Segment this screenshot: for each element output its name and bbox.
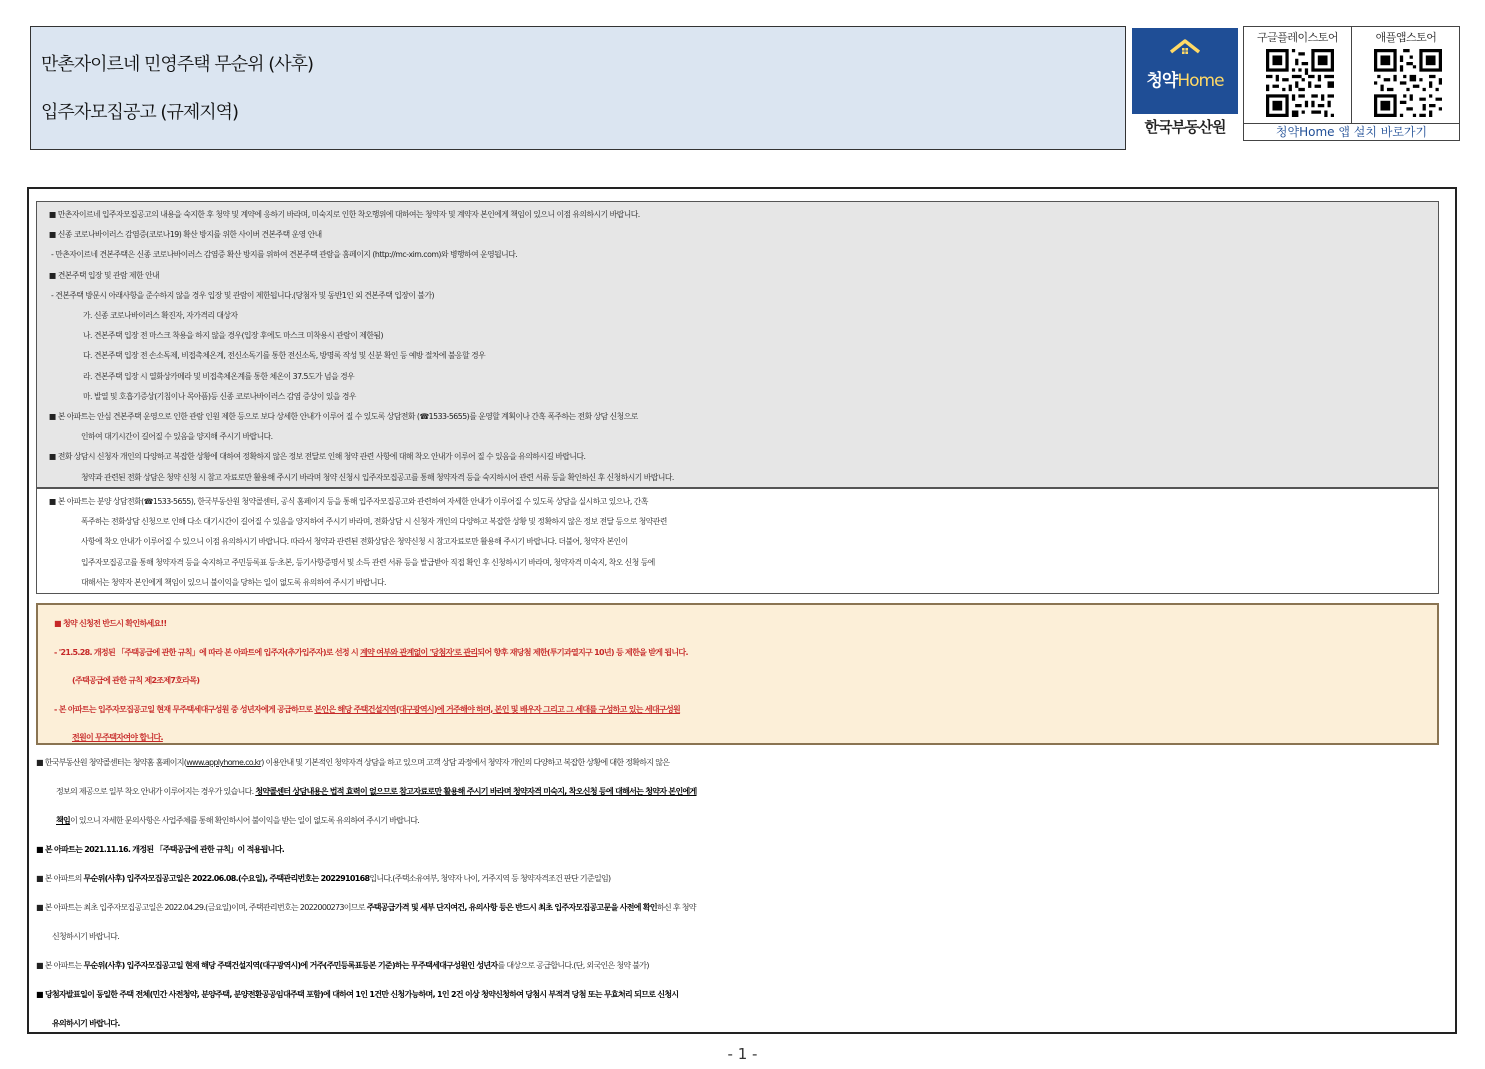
qr-code-panel	[1243, 26, 1460, 141]
qr-code-icon	[1374, 49, 1442, 117]
notice-line: 입주자모집공고를 통해 청약자격 등을 숙지하고 주민등록표 등·초본, 등기사항증명서 및 소득 관련 서류 등을 발급받아 직접 확인 후 신청하시기 바라며, 청약자격 미숙지, 착오 신청 등에	[81, 557, 655, 567]
logo-brand-prefix: 청약	[1146, 71, 1178, 91]
notice-line: - 견본주택 방문시 아래사항을 준수하지 않을 경우 입장 및 관람이 제한됩니다.(당첨자 및 동반1인 외 견본주택 입장이 불가)	[51, 290, 435, 300]
qr-code-icon	[1266, 49, 1334, 117]
app-install-link[interactable]: 청약Home 앱 설치 바로가기	[1244, 123, 1459, 141]
warning-text: - '21.5.28. 개정된 「주택공급에 관한 규칙」에 따라 본 아파트에 입주자(추가입주자)로 선정 시	[54, 647, 361, 657]
general-notice-section	[36, 748, 1450, 1038]
warning-box	[36, 603, 1439, 745]
notice-bold-text: 청약콜센터 상담내용은 법적 효력이 없으므로 참고자료로만 활용해 주시기 바라며 청약자격 미숙지, 착오신청 등에 대해서는 청약자 본인에게	[255, 787, 697, 796]
warning-underlined-text: 본인은 해당 주택건설지역(대구광역시)에 거주해야 하며, 본인 및 배우자 그리고 그 세대를 구성하고 있는 세대구성원	[314, 704, 681, 714]
notice-line: ■ 본 아파트는 안심 견본주택 운영으로 인한 관람 인원 제한 등으로 보다 상세한 안내가 이루어 질 수 있도록 상담전화 (☎1533-5655)를 운영할 계획이나 간혹 폭주하는 전화 상담 신청으로	[49, 412, 638, 422]
title-box	[30, 26, 1126, 150]
warning-line	[54, 696, 1437, 725]
page-title-line-1: 만촌자이르네 민영주택 무순위 (사후)	[41, 54, 314, 75]
google-play-label: 구글플레이스토어	[1256, 31, 1338, 44]
google-play-qr[interactable]	[1244, 27, 1352, 123]
notice-line: 폭주하는 전화상담 신청으로 인해 다소 대기시간이 길어질 수 있음을 양지하여 주시기 바라며, 전화상담 시 신청자 개인의 다양하고 복잡한 상황 및 정확하지 않은 정보 전달 등으로 청약관련	[81, 517, 667, 527]
notice-line: ■ 신종 코로나바이러스 감염증(코로나19) 확산 방지를 위한 사이버 견본주택 운영 안내	[49, 230, 322, 240]
organization-name: 한국부동산원	[1144, 118, 1226, 136]
app-store-label: 애플앱스토어	[1375, 31, 1437, 44]
notice-line: 대해서는 청약자 본인에게 책임이 있으니 불이익을 당하는 일이 없도록 유의하여 주시기 바랍니다.	[81, 577, 387, 587]
page-title-line-2: 입주자모집공고 (규제지역)	[41, 102, 239, 123]
logo-brand-suffix: Home	[1177, 71, 1224, 91]
warning-text: 되어 향후 재당첨 제한(투기과열지구 10년) 등 제한을 받게 됩니다.	[477, 647, 688, 657]
warning-line	[54, 639, 1437, 668]
notice-line: ■ 견본주택 입장 및 관람 제한 안내	[49, 270, 160, 280]
phone-consult-notice-box	[36, 488, 1439, 594]
warning-underlined-text: 계약 여부와 관계없이 '당첨자'로 관리	[360, 647, 478, 657]
notice-text: 이 있으니 자세한 문의사항은 사업주체를 통해 확인하시어 불이익을 받는 일이 없도록 유의하여 주시기 바랍니다.	[70, 816, 420, 825]
notice-line: 다. 견본주택 입장 전 손소독제, 비접촉체온계, 전신소독기를 통한 전신소독, 방명록 작성 및 신분 확인 등 예방 절차에 불응할 경우	[83, 351, 486, 361]
notice-text: 하신 후 청약	[656, 903, 696, 912]
notice-line: 신청하시기 바랍니다.	[52, 932, 119, 941]
warning-heading: ■ 청약 신청전 반드시 확인하세요!!	[54, 619, 167, 628]
notice-text: 정보의 제공으로 일부 착오 안내가 이루어지는 경우가 있습니다.	[56, 787, 256, 796]
notice-line: 라. 견본주택 입장 시 열화상카메라 및 비접촉체온계를 통한 체온이 37.5도가 넘을 경우	[83, 371, 355, 381]
applyhome-logo[interactable]	[1132, 28, 1238, 114]
notice-line	[36, 748, 1450, 777]
notice-line: ■ 본 아파트는 분양 상담전화(☎1533-5655), 한국부동산원 청약콜센터, 공식 홈페이지 등을 통해 입주자모집공고와 관련하여 자세한 안내가 이루어질 수 있도록 상담을 실시하고 있으나, 간혹	[49, 497, 648, 506]
notice-line	[36, 777, 1450, 806]
notice-line: 가. 신종 코로나바이러스 확진자, 자가격리 대상자	[83, 311, 238, 321]
warning-line: (주택공급에 관한 규칙 제2조제7호라목)	[72, 676, 200, 685]
notice-line	[36, 980, 1450, 1009]
covid-notice-box	[36, 201, 1439, 488]
warning-text: - 본 아파트는 입주자모집공고일 현재 무주택세대구성원 중 성년자에게 공급하므로	[54, 704, 315, 714]
notice-line	[36, 1009, 1450, 1038]
notice-bold-text: ■ 본 아파트는 2021.11.16. 개정된 「주택공급에 관한 규칙」이 적용됩니다.	[36, 845, 285, 854]
notice-text: ■ 본 아파트는	[36, 961, 84, 970]
notice-line	[36, 951, 1450, 980]
notice-line: 나. 견본주택 입장 전 마스크 착용을 하지 않을 경우(입장 후에도 마스크 미착용시 관람이 제한됨)	[83, 331, 383, 341]
notice-line: - 만촌자이르네 견본주택은 신종 코로나바이러스 감염증 확산 방지를 위하여 견본주택 관람을 홈페이지 (http://mc-xirn.com)와 병행하여 운영됩니다.	[51, 250, 518, 260]
notice-line: 청약과 관련된 전화 상담은 청약 신청 시 참고 자료로만 활용해 주시기 바라며 청약 신청시 입주자모집공고를 통해 청약자격 등을 숙지하시어 관련 서류 등을 확인하신 후 신청하시기 바랍니다.	[81, 472, 674, 482]
notice-line: ■ 만촌자이르네 입주자모집공고의 내용을 숙지한 후 청약 및 계약에 응하기 바라며, 미숙지로 인한 착오행위에 대하여는 청약자 및 계약자 본인에게 책임이 있으니 이점 유의하시기 바랍니다.	[49, 210, 640, 219]
notice-line: ■ 전화 상담시 신청자 개인의 다양하고 복잡한 상황에 대하여 정확하지 않은 정보 전달로 인해 청약 관련 사항에 대해 착오 안내가 이루어 질 수 있음을 유의하시길 바랍니다.	[49, 452, 586, 462]
notice-text: ■ 한국부동산원 청약콜센터는 청약홈 홈페이지(	[36, 758, 187, 767]
notice-text: 입니다.(주택소유여부, 청약자 나이, 거주지역 등 청약자격조건 판단 기준일임)	[369, 874, 611, 883]
notice-bold-text: 무순위(사후) 입주자모집공고일은 2022.06.08.(수요일), 주택관리번호는 2022910168	[83, 874, 370, 883]
notice-line	[36, 835, 1450, 864]
notice-line: 사항에 착오 안내가 이루어질 수 있으니 이점 유의하시기 바랍니다. 따라서 청약과 관련된 전화상담은 청약신청 시 참고자료로만 활용해 주시기 바랍니다. 더불어, 청약자 본인이	[81, 537, 628, 547]
app-store-qr[interactable]	[1352, 27, 1460, 123]
notice-text: ■ 본 아파트는 최초 입주자모집공고일은 2022.04.29.(금요일)이며, 주택관리번호는 2022000273이므로	[36, 903, 367, 912]
notice-line	[36, 806, 1450, 835]
house-roof-icon	[1169, 38, 1201, 58]
logo-wordmark	[1132, 66, 1238, 91]
notice-line: 인하여 대기시간이 길어질 수 있음을 양지해 주시기 바랍니다.	[81, 432, 273, 442]
applyhome-link[interactable]: www.applyhome.co.kr	[186, 758, 262, 767]
notice-line: 마. 발열 및 호흡기증상(기침이나 목아픔)등 신종 코로나바이러스 감염 증상이 있을 경우	[83, 391, 356, 401]
notice-bold-text: ■ 당첨자발표일이 동일한 주택 전체(민간 사전청약, 분양주택, 분양전환공공임대주택 포함)에 대하여 1인 1건만 신청가능하며, 1인 2건 이상 청약신청하여 당첨시 부적격 당첨 또는 무효처리 되므로 신청시	[36, 990, 679, 999]
notice-line	[36, 893, 1450, 922]
notice-line	[36, 864, 1450, 893]
warning-underlined-text: 전원이 무주택자여야 합니다.	[72, 733, 163, 742]
notice-bold-text: 무순위(사후) 입주자모집공고일 현재 해당 주택건설지역(대구광역시)에 거주(주민등록표등본 기준)하는 무주택세대구성원인 성년자	[83, 961, 498, 970]
notice-text: 를 대상으로 공급합니다.(단, 외국인은 청약 불가)	[497, 961, 649, 970]
notice-bold-text: 책임	[56, 816, 71, 825]
notice-bold-text: 주택공급가격 및 세부 단지여건, 유의사항 등은 반드시 최초 입주자모집공고문을 사전에 확인	[366, 903, 657, 912]
notice-bold-text: 유의하시기 바랍니다.	[52, 1019, 120, 1028]
notice-text: ■ 본 아파트의	[36, 874, 84, 883]
page-number: - 1 -	[727, 1045, 758, 1063]
notice-text: ) 이용안내 및 기본적인 청약자격 상담을 하고 있으며 고객 상담 과정에서 청약자 개인의 다양하고 복잡한 상황에 대한 정확하지 않은	[261, 758, 670, 767]
